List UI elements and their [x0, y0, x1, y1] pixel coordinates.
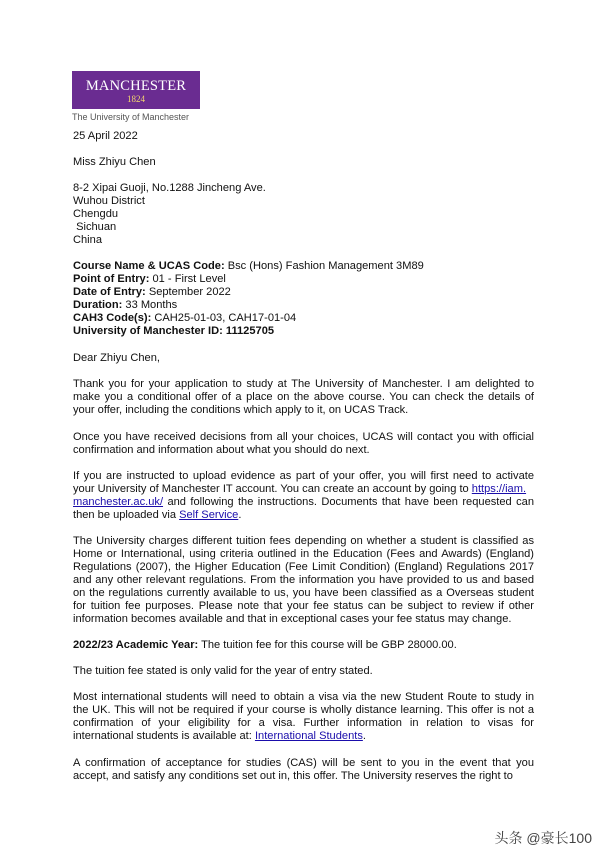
- international-students-link[interactable]: International Students: [254, 730, 363, 742]
- recipient-name: Miss Zhiyu Chen: [73, 156, 156, 168]
- salutation: Dear Zhiyu Chen,: [73, 352, 160, 364]
- paragraph-offer: Thank you for your application to study at The University of Manchester. I am delighted to make you a conditional offer of a place on the above course. You can check the details of your offer, including the conditions which apply to it, on UCAS Track.: [73, 378, 534, 416]
- entry-point-row: [73, 273, 534, 286]
- university-logo: [72, 71, 200, 109]
- visa-text-end: .: [362, 730, 366, 742]
- address-line: Wuhou District: [73, 195, 145, 207]
- it-account-text: If you are instructed to upload evidence as part of your offer, you will first need to activate your University of Manchester IT account. You can create an account by going to: [73, 470, 534, 495]
- address-line: 8-2 Xipai Guoji, No.1288 Jincheng Ave.: [73, 182, 266, 194]
- cah3-row: [73, 312, 534, 325]
- paragraph-visa: [73, 691, 534, 743]
- it-account-text-3: .: [238, 509, 242, 521]
- duration-value: 33 Months: [122, 299, 178, 311]
- entry-date-value: September 2022: [145, 286, 231, 298]
- entry-date-row: [73, 286, 534, 299]
- logo-subtitle: The University of Manchester: [72, 112, 190, 122]
- iam-link-part1: https://iam.: [471, 483, 527, 495]
- entry-point-label: Point of Entry:: [73, 273, 150, 285]
- paragraph-tuition-status: The University charges different tuition fees depending on whether a student is classified as Home or International, using criteria outlined in the Education (Fees and Awards) (England) Regulations (2007), the Higher Education (Fee Limit Condition) (England) Regulations 2017 and any other relevant regulations. From the information you have provided to us and based on the regulations currently available to us, you have been classified as a Overseas student for tuition fee purposes. Please note that your fee status can be subject to review if other information becomes available and that in exceptional cases your fee status may change.: [73, 535, 534, 625]
- duration-label: Duration:: [73, 299, 123, 311]
- university-id-value: 11125705: [222, 325, 275, 337]
- course-details: [73, 260, 534, 338]
- logo-name: MANCHESTER: [85, 78, 187, 94]
- paragraph-fee: [73, 639, 534, 652]
- course-name-value: Bsc (Hons) Fashion Management 3M89: [224, 260, 424, 272]
- visa-text: Most international students will need to obtain a visa via the new Student Route to study in the UK. This will not be required if your course is wholly distance learning. This offer is not a confirmation of your eligibility for a visa. Further information in relation to visas for international students is available at:: [73, 691, 534, 742]
- address-line: China: [73, 234, 102, 246]
- university-id-row: [73, 325, 534, 338]
- paragraph-it-account: [73, 470, 534, 522]
- iam-link-part2: manchester.ac.uk/: [73, 496, 164, 508]
- watermark: [495, 832, 592, 845]
- fee-text: The tuition fee for this course will be GBP 28000.00.: [198, 639, 457, 651]
- paragraph-cas: A confirmation of acceptance for studies (CAS) will be sent to you in the event that you accept, and satisfy any conditions set out in, this offer. The University reserves the right to: [73, 757, 534, 782]
- recipient-address: [73, 182, 534, 247]
- logo-year: 1824: [127, 94, 145, 104]
- entry-date-label: Date of Entry:: [73, 286, 146, 298]
- watermark-text: 头条 @豪长100: [494, 830, 592, 846]
- university-id-label: University of Manchester ID:: [73, 325, 223, 337]
- entry-point-value: 01 - First Level: [149, 273, 226, 285]
- duration-row: [73, 299, 534, 312]
- academic-year-label: 2022/23 Academic Year:: [73, 639, 199, 651]
- letter-date: 25 April 2022: [73, 130, 138, 142]
- it-account-text-2: and following the instructions. Documents that have been requested can then be uploaded via: [73, 496, 534, 521]
- address-line: Sichuan: [73, 221, 117, 233]
- course-name-label: Course Name & UCAS Code:: [73, 260, 225, 272]
- course-name-row: [73, 260, 534, 273]
- self-service-link[interactable]: Self Service: [179, 509, 239, 521]
- paragraph-fee-validity: The tuition fee stated is only valid for the year of entry stated.: [73, 665, 373, 677]
- cah3-value: CAH25-01-03, CAH17-01-04: [151, 312, 297, 324]
- address-line: Chengdu: [73, 208, 119, 220]
- cah3-label: CAH3 Code(s):: [73, 312, 152, 324]
- paragraph-ucas: Once you have received decisions from all your choices, UCAS will contact you with official confirmation and information about what you should do next.: [73, 431, 534, 456]
